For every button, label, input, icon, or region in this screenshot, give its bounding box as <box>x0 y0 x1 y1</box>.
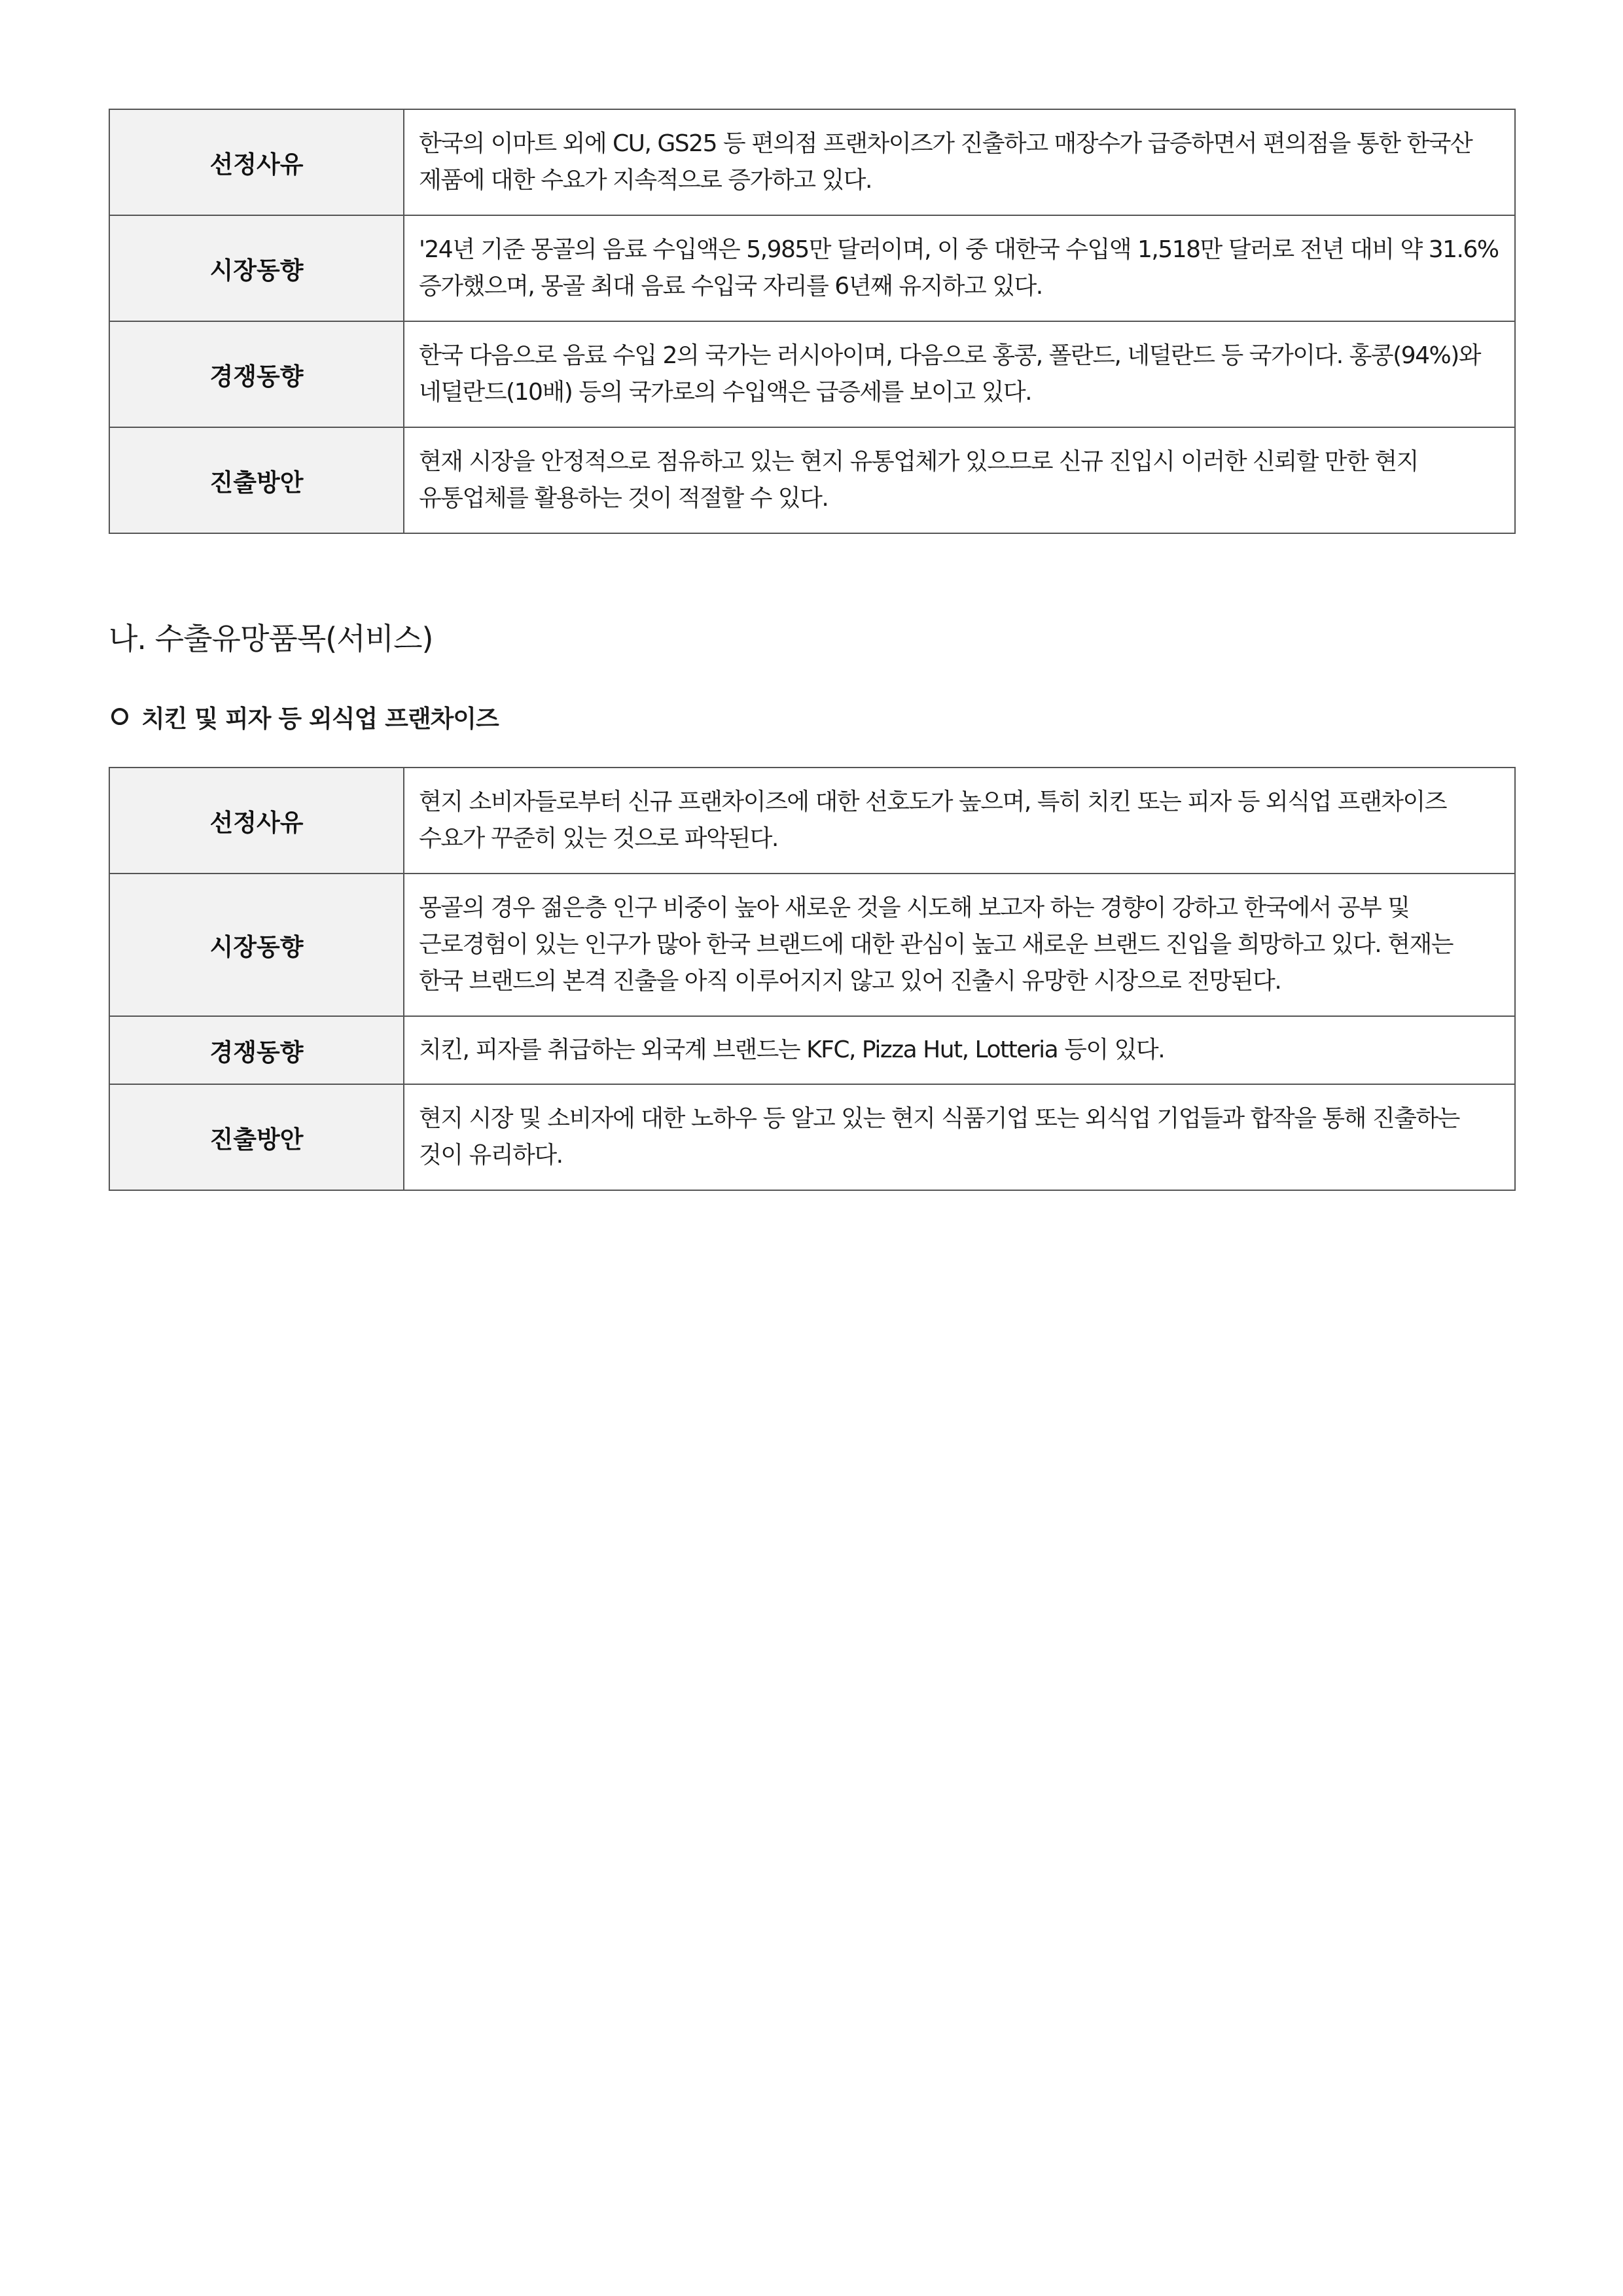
beverage-summary-table <box>109 109 1516 534</box>
section-heading: 나. 수출유망품목(서비스) <box>109 621 433 656</box>
row-label: 진출방안 <box>109 1084 404 1190</box>
row-text: 현재 시장을 안정적으로 점유하고 있는 현지 유통업체가 있으므로 신규 진입시 이러한 신뢰할 만한 현지 유통업체를 활용하는 것이 적절할 수 있다. <box>404 427 1515 533</box>
row-text: 한국 다음으로 음료 수입 2의 국가는 러시아이며, 다음으로 홍콩, 폴란드, 네덜란드 등 국가이다. 홍콩(94%)와 네덜란드(10배) 등의 국가로의 수입액은 급증세를 보이고 있다. <box>404 321 1515 427</box>
row-text: 치킨, 피자를 취급하는 외국계 브랜드는 KFC, Pizza Hut, Lotteria 등이 있다. <box>404 1016 1515 1084</box>
row-text: 현지 시장 및 소비자에 대한 노하우 등 알고 있는 현지 식품기업 또는 외식업 기업들과 합작을 통해 진출하는 것이 유리하다. <box>404 1084 1515 1190</box>
row-label: 경쟁동향 <box>109 321 404 427</box>
table-row <box>109 321 1515 427</box>
row-label: 선정사유 <box>109 768 404 874</box>
table-row <box>109 427 1515 533</box>
table-row <box>109 109 1515 215</box>
row-text: '24년 기준 몽골의 음료 수입액은 5,985만 달러이며, 이 중 대한국 수입액 1,518만 달러로 전년 대비 약 31.6% 증가했으며, 몽골 최대 음료 수입국 자리를 6년째 유지하고 있다. <box>404 215 1515 321</box>
row-label: 진출방안 <box>109 427 404 533</box>
franchise-summary-table <box>109 767 1516 1191</box>
row-label: 선정사유 <box>109 109 404 215</box>
table-row <box>109 1084 1515 1190</box>
sub-heading <box>111 699 499 734</box>
row-label: 경쟁동향 <box>109 1016 404 1084</box>
row-label: 시장동향 <box>109 874 404 1016</box>
table-row <box>109 215 1515 321</box>
table-row <box>109 768 1515 874</box>
sub-heading-text: 치킨 및 피자 등 외식업 프랜차이즈 <box>141 705 499 733</box>
row-text: 한국의 이마트 외에 CU, GS25 등 편의점 프랜차이즈가 진출하고 매장수가 급증하면서 편의점을 통한 한국산 제품에 대한 수요가 지속적으로 증가하고 있다. <box>404 109 1515 215</box>
row-label: 시장동향 <box>109 215 404 321</box>
table-row <box>109 1016 1515 1084</box>
row-text: 현지 소비자들로부터 신규 프랜차이즈에 대한 선호도가 높으며, 특히 치킨 또는 피자 등 외식업 프랜차이즈 수요가 꾸준히 있는 것으로 파악된다. <box>404 768 1515 874</box>
row-text: 몽골의 경우 젊은층 인구 비중이 높아 새로운 것을 시도해 보고자 하는 경향이 강하고 한국에서 공부 및 근로경험이 있는 인구가 많아 한국 브랜드에 대한 관심이 높고 새로운 브랜드 진입을 희망하고 있다. 현재는 한국 브랜드의 본격 진출을 아직 이루어지지 않고 있어 진출시 유망한 시장으로 전망된다. <box>404 874 1515 1016</box>
table-row <box>109 874 1515 1016</box>
circle-bullet-icon <box>111 708 128 725</box>
